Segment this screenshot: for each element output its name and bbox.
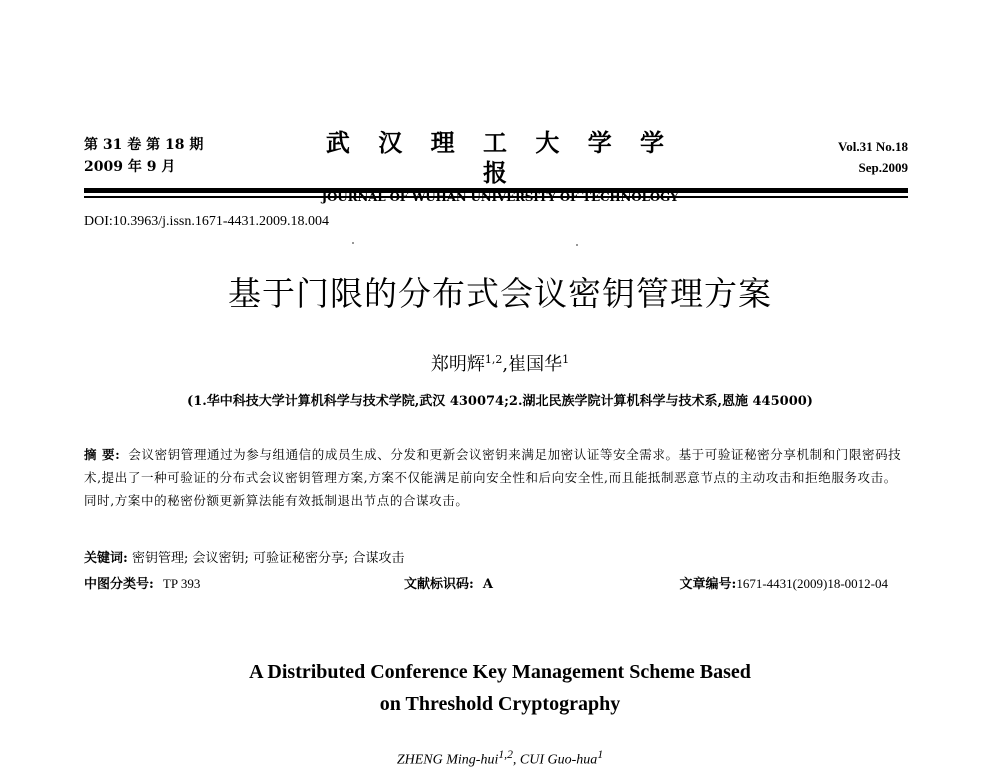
- title-en-line-1: A Distributed Conference Key Management Scheme Based: [249, 661, 751, 683]
- vol-no: Vol.31 No.18: [838, 139, 908, 154]
- scan-speck: [352, 242, 354, 244]
- author-en-1: ZHENG Ming-hui: [396, 752, 499, 768]
- header-rule-thick: [84, 188, 908, 193]
- author-2: 崔国华: [508, 354, 563, 375]
- author-separator: ,: [502, 354, 509, 375]
- doc-value: A: [482, 577, 493, 592]
- keywords-label: 关键词:: [84, 551, 128, 566]
- abstract-text: 会议密钥管理通过为参与组通信的成员生成、分发和更新会议密钥来满足加密认证等安全需求。基于可验证秘密分享机制和门限密码技术,提出了一种可验证的分布式会议密钥管理方案,方案不仅能满足前向安全性和后向安全性,而且能抵制恶意节点的主动攻击和拒绝服务攻击。同时,方案中的秘密份额更新算法能有效抵制退出节点的合谋攻击。: [84, 447, 902, 508]
- date-en: Sep.2009: [858, 160, 908, 175]
- authors-cn: [0, 350, 1000, 376]
- volume-issue: 第 31 卷 第 18 期: [84, 137, 204, 153]
- journal-vol-info: [838, 136, 908, 178]
- keywords-text: 密钥管理; 会议密钥; 可验证秘密分享; 合谋攻击: [131, 551, 405, 566]
- journal-name-cn: 武 汉 理 工 大 学 学 报: [325, 128, 675, 187]
- title-en-line-2: on Threshold Cryptography: [379, 693, 621, 715]
- scan-speck: [576, 244, 578, 246]
- keywords: [84, 547, 405, 566]
- doc-label: 文献标识码:: [404, 577, 474, 592]
- article-number: [680, 573, 888, 592]
- paper-title-cn: 基于门限的分布式会议密钥管理方案: [228, 274, 772, 313]
- journal-issue-info: [84, 134, 203, 178]
- clc-label: 中图分类号:: [84, 577, 154, 592]
- author-1: 郑明辉: [430, 354, 485, 375]
- author-2-affil: 1: [562, 353, 570, 366]
- article-value: 1671-4431(2009)18-0012-04: [736, 576, 888, 591]
- abstract-label: 摘 要:: [84, 447, 121, 462]
- authors-en: [0, 748, 1000, 769]
- affiliation: (1.华中科技大学计算机科学与技术学院,武汉 430074;2.湖北民族学院计算机科学与技术系,恩施 445000): [187, 394, 813, 409]
- author-1-affil: 1,2: [484, 353, 503, 366]
- author-en-2-affil: 1: [597, 748, 604, 761]
- journal-masthead: [300, 128, 700, 206]
- clc-value: TP 393: [162, 576, 201, 591]
- classification-row: [84, 573, 908, 593]
- abstract: [84, 443, 904, 512]
- author-en-2: , CUI Guo-hua: [512, 752, 598, 768]
- document-code: [404, 573, 493, 592]
- paper-title-en: [0, 656, 1000, 720]
- clc-number: [84, 573, 200, 592]
- header-rule-thin: [84, 196, 908, 198]
- date-cn: 2009 年 9 月: [84, 159, 176, 175]
- author-en-1-affil: 1,2: [498, 748, 513, 761]
- article-label: 文章编号:: [679, 577, 737, 592]
- doi: DOI:10.3963/j.issn.1671-4431.2009.18.004: [84, 214, 329, 229]
